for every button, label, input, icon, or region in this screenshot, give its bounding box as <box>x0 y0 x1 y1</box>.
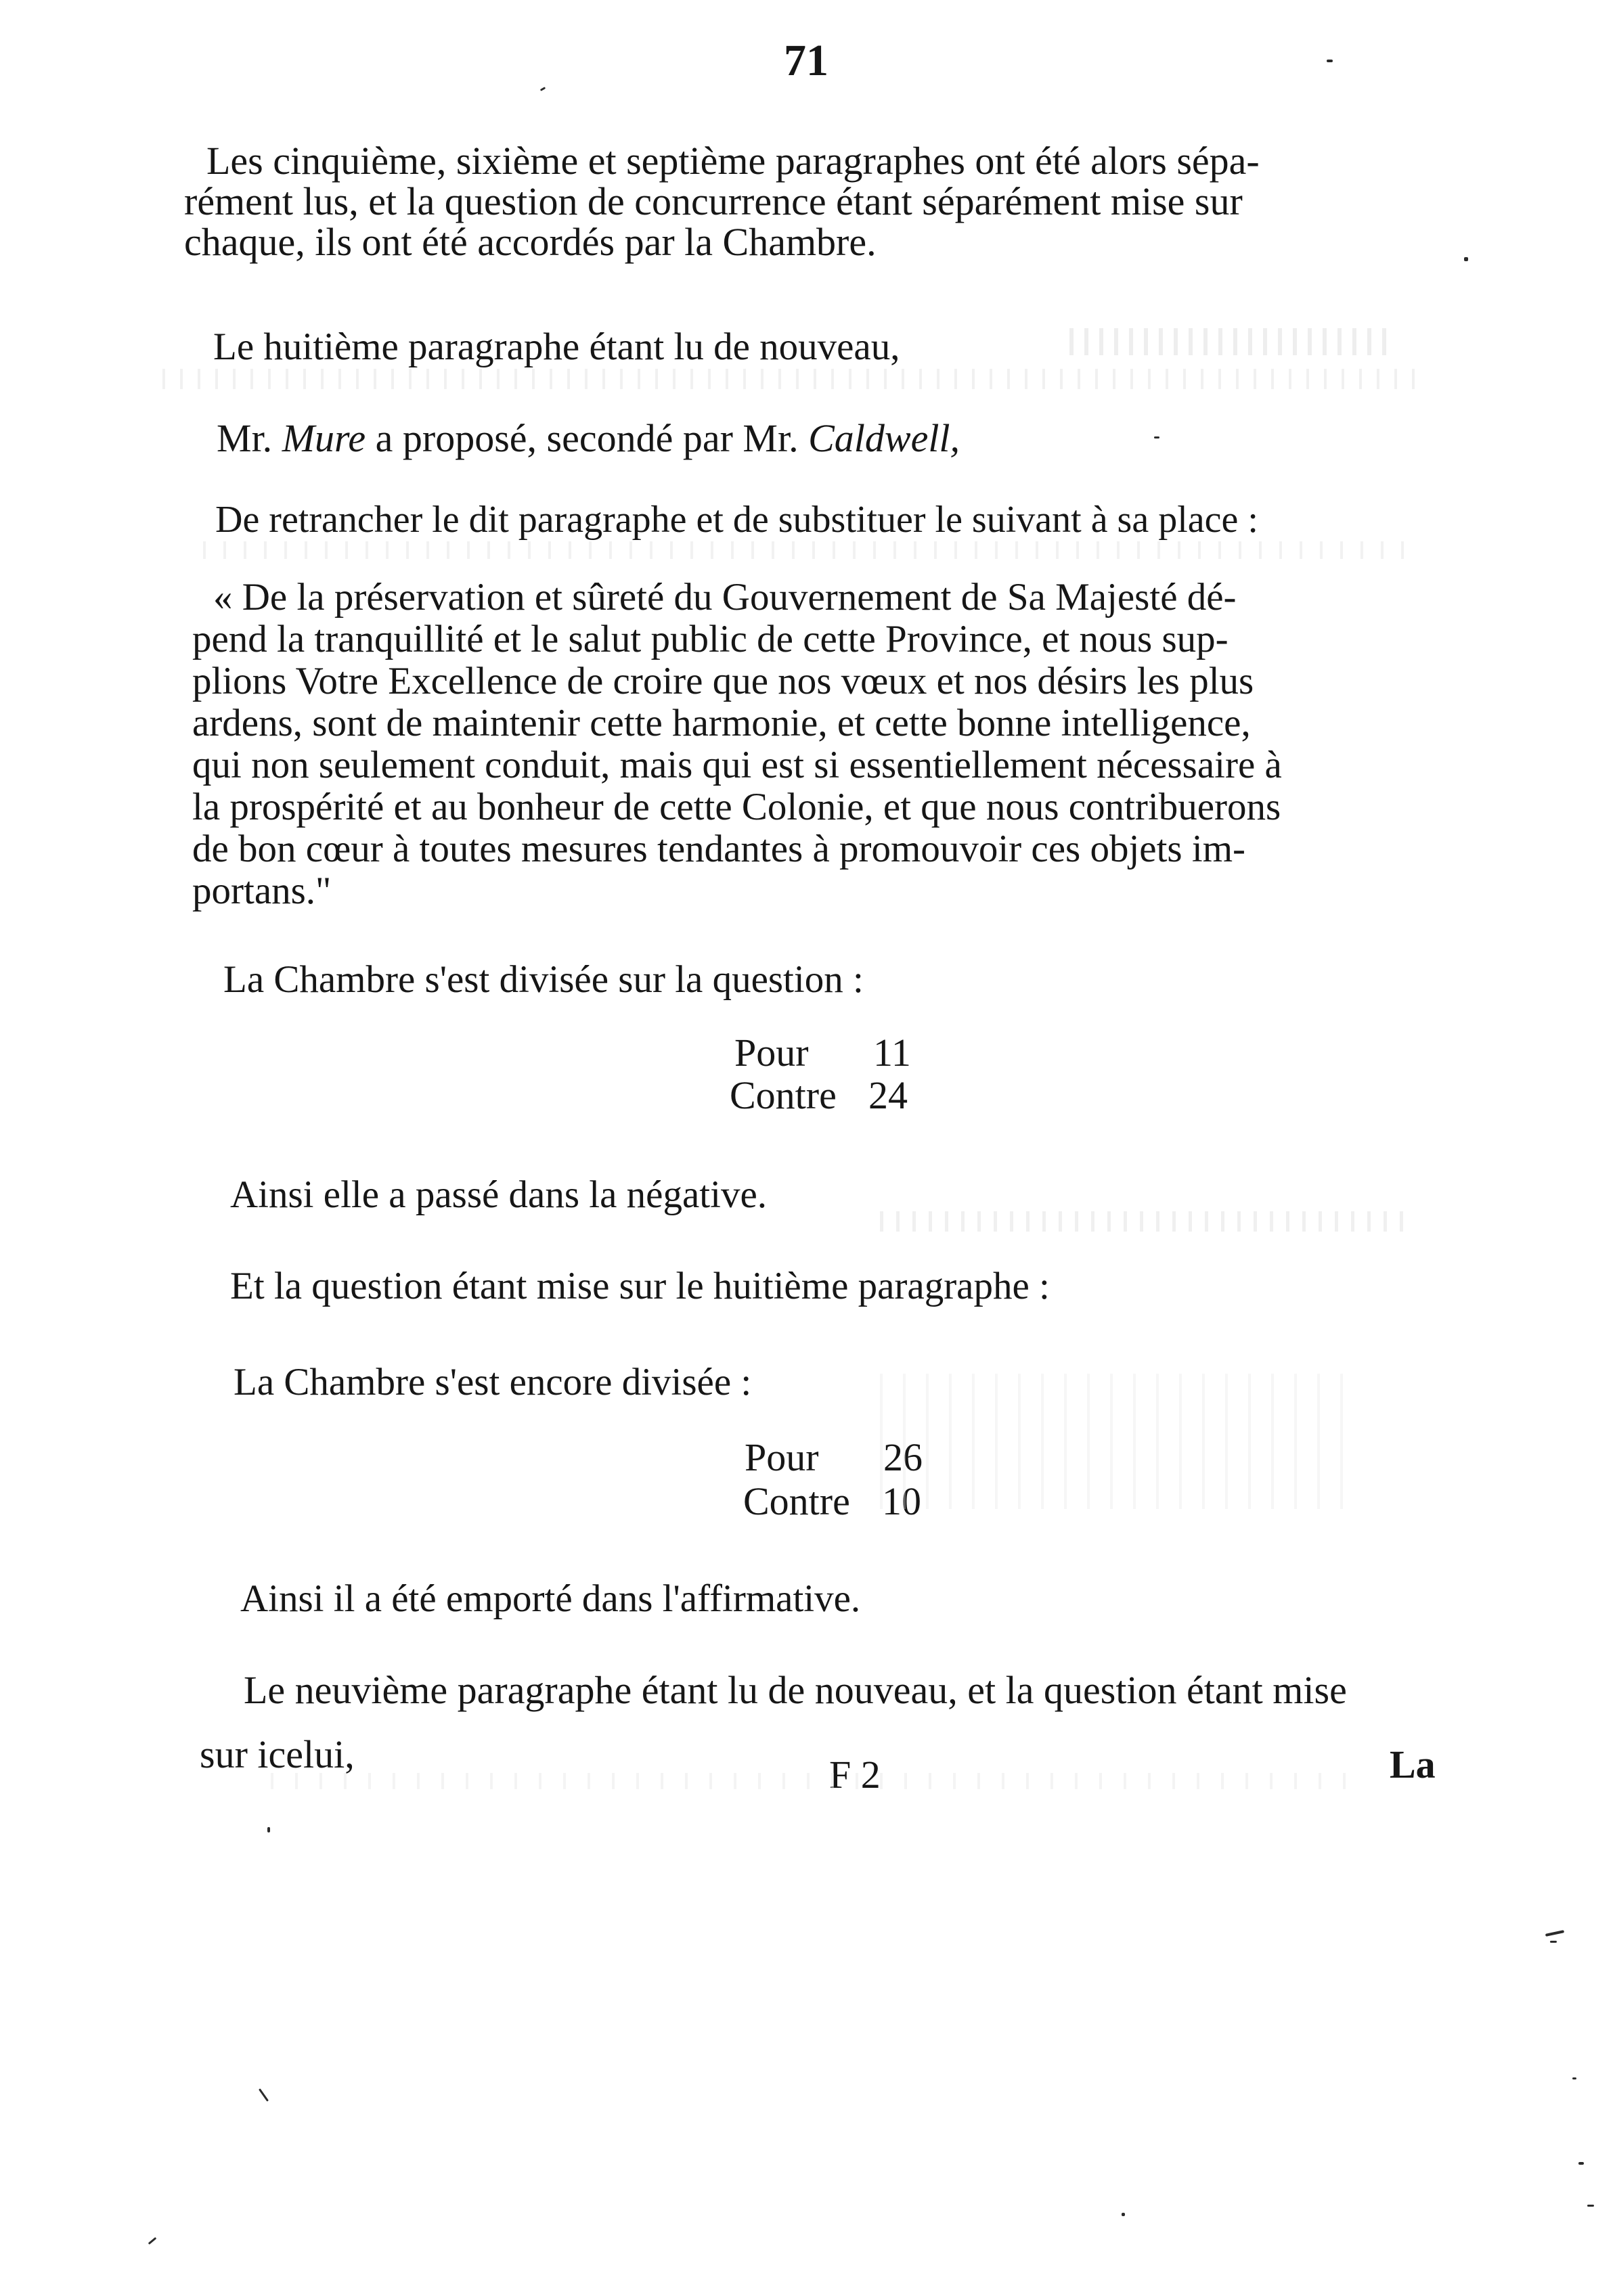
pour-label: Pour <box>734 1031 809 1075</box>
page-number: 71 <box>784 36 828 85</box>
division-2-intro: La Chambre s'est encore divisée : <box>234 1361 752 1403</box>
quote-line-1: « De la préservation et sûreté du Gouvernement de Sa Majesté dé- <box>213 576 1237 618</box>
paragraph-last-line-1: Le neuvième paragraphe étant lu de nouveau, et la question étant mise <box>244 1668 1347 1712</box>
ink-speck <box>259 2088 269 2102</box>
ink-speck <box>1550 1941 1557 1943</box>
ink-speck <box>267 1827 270 1832</box>
ink-speck <box>1545 1930 1564 1937</box>
ink-speck <box>1464 257 1468 261</box>
quote-line-2: pend la tranquillité et le salut public de cette Province, et nous sup- <box>192 618 1229 660</box>
signature-mark: F 2 <box>829 1753 881 1797</box>
ink-speck <box>1587 2205 1594 2207</box>
paragraph-1-line-1: Les cinquième, sixième et septième paragraphes ont été alors sépa- <box>206 139 1260 183</box>
show-through-smudge <box>162 369 1415 389</box>
contre-label: Contre <box>743 1479 850 1523</box>
ink-speck <box>1122 2213 1125 2216</box>
motion-mid: a proposé, secondé par Mr. <box>375 416 799 460</box>
catchword: La <box>1390 1742 1436 1786</box>
huitieme-reading: Le huitième paragraphe étant lu de nouveau, <box>213 325 900 368</box>
ink-speck <box>1154 436 1159 438</box>
ink-speck <box>148 2237 157 2245</box>
pour-label: Pour <box>745 1435 819 1479</box>
contre-value: 10 <box>882 1479 921 1523</box>
quote-line-8: portans." <box>192 870 332 912</box>
quote-line-7: de bon cœur à toutes mesures tendantes à promouvoir ces objets im- <box>192 828 1246 870</box>
seconder-name: Caldwell, <box>808 416 960 460</box>
ink-speck <box>1578 2162 1584 2165</box>
pour-value: 11 <box>873 1031 911 1075</box>
show-through-smudge <box>880 1211 1408 1232</box>
paragraph-1-line-2: rément lus, et la question de concurrence étant séparément mise sur <box>184 179 1243 223</box>
paragraph-1-line-3: chaque, ils ont été accordés par la Chambre. <box>184 220 877 264</box>
paragraph-last-line-2: sur icelui, <box>200 1732 355 1776</box>
question-huitieme: Et la question étant mise sur le huitième paragraphe : <box>230 1265 1050 1307</box>
ink-speck <box>540 87 546 91</box>
quote-line-5: qui non seulement conduit, mais qui est si essentiellement nécessaire à <box>192 744 1282 786</box>
division-1-contre <box>730 1073 908 1118</box>
show-through-smudge <box>203 541 1421 559</box>
quote-line-4: ardens, sont de maintenir cette harmonie, et cette bonne intelligence, <box>192 702 1251 744</box>
division-1-pour <box>734 1030 911 1075</box>
contre-value: 24 <box>868 1073 908 1117</box>
motion-text: De retrancher le dit paragraphe et de substituer le suivant à sa place : <box>215 499 1258 541</box>
division-2-result: Ainsi il a été emporté dans l'affirmative. <box>240 1577 861 1620</box>
ink-speck <box>1327 60 1333 62</box>
division-1-intro: La Chambre s'est divisée sur la question : <box>223 958 864 1001</box>
motion-mr: Mr. <box>217 416 273 460</box>
quote-line-6: la prospérité et au bonheur de cette Colonie, et que nous contribuerons <box>192 786 1281 828</box>
show-through-smudge <box>880 1374 1354 1509</box>
mover-name: Mure <box>282 416 366 460</box>
show-through-smudge <box>271 1773 1354 1789</box>
ink-speck <box>1572 2077 1576 2079</box>
pour-value: 26 <box>883 1435 923 1479</box>
show-through-smudge <box>1069 328 1394 355</box>
quote-line-3: plions Votre Excellence de croire que nos vœux et nos désirs les plus <box>192 660 1254 702</box>
division-1-result: Ainsi elle a passé dans la négative. <box>230 1173 767 1216</box>
motion-line <box>217 416 960 461</box>
contre-label: Contre <box>730 1073 837 1117</box>
